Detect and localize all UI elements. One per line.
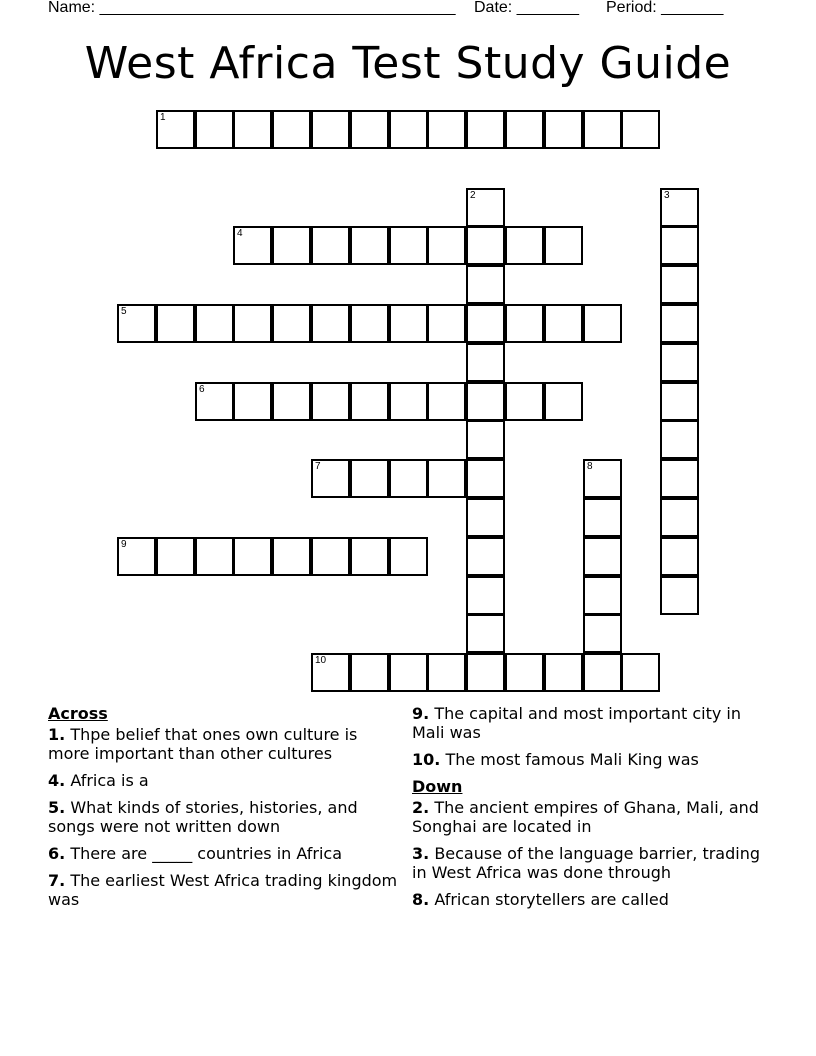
crossword-cell[interactable] [195, 304, 234, 343]
crossword-cell[interactable] [117, 304, 156, 343]
crossword-cell[interactable] [350, 382, 389, 421]
crossword-cell[interactable] [311, 459, 350, 498]
crossword-cell[interactable] [272, 382, 311, 421]
crossword-cell[interactable] [660, 226, 699, 265]
crossword-cell[interactable] [544, 304, 583, 343]
crossword-cell[interactable] [544, 226, 583, 265]
crossword-cell[interactable] [389, 537, 428, 576]
crossword-cell[interactable] [233, 537, 272, 576]
clue-text: Africa is a [70, 771, 149, 790]
clue-text: What kinds of stories, histories, and songs were not written down [48, 798, 358, 836]
cell-number: 5 [121, 306, 127, 317]
crossword-cell[interactable] [660, 498, 699, 537]
clue-text: The ancient empires of Ghana, Mali, and Songhai are located in [412, 798, 759, 836]
crossword-cell[interactable] [311, 537, 350, 576]
clue-text: African storytellers are called [434, 890, 669, 909]
crossword-cell[interactable] [466, 382, 505, 421]
crossword-cell[interactable] [427, 110, 466, 149]
crossword-cell[interactable] [350, 537, 389, 576]
crossword-cell[interactable] [544, 653, 583, 692]
crossword-cell[interactable] [466, 265, 505, 304]
crossword-cell[interactable] [427, 226, 466, 265]
clue-number: 5. [48, 798, 66, 817]
crossword-cell[interactable] [389, 226, 428, 265]
crossword-cell[interactable] [233, 226, 272, 265]
crossword-cell[interactable] [311, 304, 350, 343]
clue-number: 1. [48, 725, 66, 744]
clue-number: 6. [48, 844, 66, 863]
crossword-cell[interactable] [233, 304, 272, 343]
crossword-cell[interactable] [233, 382, 272, 421]
crossword-cell[interactable] [583, 110, 622, 149]
crossword-cell[interactable] [350, 110, 389, 149]
crossword-cell[interactable] [195, 537, 234, 576]
clue-down-3 [412, 844, 772, 882]
clue-number: 7. [48, 871, 66, 890]
clue-across-5 [48, 798, 398, 836]
name-field-label: Name: ________________________________________ [48, 0, 456, 16]
crossword-cell[interactable] [389, 459, 428, 498]
crossword-cell[interactable] [466, 188, 505, 227]
crossword-cell[interactable] [466, 110, 505, 149]
cell-number: 10 [315, 655, 327, 666]
crossword-cell[interactable] [350, 653, 389, 692]
crossword-cell[interactable] [660, 537, 699, 576]
clue-across-1 [48, 725, 398, 763]
clue-number: 4. [48, 771, 66, 790]
clue-across-6 [48, 844, 398, 863]
crossword-cell[interactable] [583, 614, 622, 653]
crossword-cell[interactable] [311, 226, 350, 265]
crossword-cell[interactable] [583, 304, 622, 343]
crossword-cell[interactable] [195, 382, 234, 421]
clue-down-8 [412, 890, 772, 909]
cell-number: 9 [121, 539, 127, 550]
crossword-cell[interactable] [660, 420, 699, 459]
crossword-cell[interactable] [311, 382, 350, 421]
crossword-cell[interactable] [350, 304, 389, 343]
crossword-cell[interactable] [389, 110, 428, 149]
crossword-cell[interactable] [621, 110, 660, 149]
crossword-cell[interactable] [156, 110, 195, 149]
clue-number: 8. [412, 890, 430, 909]
crossword-cell[interactable] [583, 537, 622, 576]
crossword-cell[interactable] [466, 459, 505, 498]
crossword-cell[interactable] [583, 459, 622, 498]
crossword-cell[interactable] [505, 653, 544, 692]
cell-number: 4 [237, 228, 243, 239]
clue-column-right [412, 704, 772, 917]
crossword-cell[interactable] [427, 459, 466, 498]
crossword-cell[interactable] [156, 304, 195, 343]
crossword-cell[interactable] [466, 576, 505, 615]
crossword-cell[interactable] [466, 304, 505, 343]
crossword-cell[interactable] [272, 537, 311, 576]
crossword-cell[interactable] [583, 498, 622, 537]
crossword-cell[interactable] [660, 188, 699, 227]
crossword-cell[interactable] [311, 110, 350, 149]
crossword-cell[interactable] [505, 382, 544, 421]
date-field-label: Date: _______ [474, 0, 579, 16]
clue-number: 9. [412, 704, 430, 723]
crossword-cell[interactable] [272, 304, 311, 343]
crossword-cell[interactable] [660, 459, 699, 498]
crossword-cell[interactable] [272, 226, 311, 265]
crossword-cell[interactable] [544, 110, 583, 149]
crossword-cell[interactable] [466, 537, 505, 576]
clue-number: 2. [412, 798, 430, 817]
clue-across-7 [48, 871, 398, 909]
cell-number: 1 [160, 112, 166, 123]
crossword-cell[interactable] [389, 653, 428, 692]
clue-across-9 [412, 704, 772, 742]
crossword-cell[interactable] [427, 382, 466, 421]
down-heading: Down [412, 777, 463, 796]
cell-number: 3 [664, 190, 670, 201]
cell-number: 6 [199, 384, 205, 395]
crossword-cell[interactable] [621, 653, 660, 692]
crossword-cell[interactable] [660, 265, 699, 304]
clue-text: The most famous Mali King was [445, 750, 699, 769]
crossword-cell[interactable] [583, 653, 622, 692]
crossword-cell[interactable] [389, 382, 428, 421]
cell-number: 2 [470, 190, 476, 201]
crossword-cell[interactable] [233, 110, 272, 149]
crossword-cell[interactable] [156, 537, 195, 576]
crossword-cell[interactable] [427, 304, 466, 343]
clue-number: 10. [412, 750, 441, 769]
page-title: West Africa Test Study Guide [84, 38, 732, 89]
crossword-cell[interactable] [117, 537, 156, 576]
crossword-cell[interactable] [660, 343, 699, 382]
clue-across-4 [48, 771, 398, 790]
clue-text: The capital and most important city in Mali was [412, 704, 742, 742]
period-field-label: Period: _______ [606, 0, 724, 16]
crossword-cell[interactable] [660, 576, 699, 615]
clue-text: The earliest West Africa trading kingdom was [48, 871, 398, 909]
crossword-cell[interactable] [272, 110, 311, 149]
crossword-cell[interactable] [505, 110, 544, 149]
crossword-cell[interactable] [466, 226, 505, 265]
clue-text: Because of the language barrier, trading in West Africa was done through [412, 844, 760, 882]
crossword-cell[interactable] [350, 459, 389, 498]
crossword-cell[interactable] [660, 304, 699, 343]
clue-down-2 [412, 798, 772, 836]
crossword-cell[interactable] [466, 653, 505, 692]
clue-across-10 [412, 750, 772, 769]
crossword-cell[interactable] [466, 343, 505, 382]
cell-number: 8 [587, 461, 593, 472]
across-heading: Across [48, 704, 108, 723]
clue-text: Thpe belief that ones own culture is more important than other cultures [48, 725, 358, 763]
crossword-cell[interactable] [195, 110, 234, 149]
crossword-cell[interactable] [505, 304, 544, 343]
crossword-cell[interactable] [544, 382, 583, 421]
cell-number: 7 [315, 461, 321, 472]
crossword-cell[interactable] [583, 576, 622, 615]
crossword-cell[interactable] [466, 498, 505, 537]
crossword-cell[interactable] [311, 653, 350, 692]
crossword-cell[interactable] [660, 382, 699, 421]
crossword-cell[interactable] [389, 304, 428, 343]
clue-text: There are _____ countries in Africa [70, 844, 343, 863]
clue-column-left [48, 704, 398, 917]
crossword-cell[interactable] [466, 614, 505, 653]
crossword-cell[interactable] [427, 653, 466, 692]
clue-number: 3. [412, 844, 430, 863]
crossword-cell[interactable] [350, 226, 389, 265]
crossword-cell[interactable] [466, 420, 505, 459]
crossword-cell[interactable] [505, 226, 544, 265]
